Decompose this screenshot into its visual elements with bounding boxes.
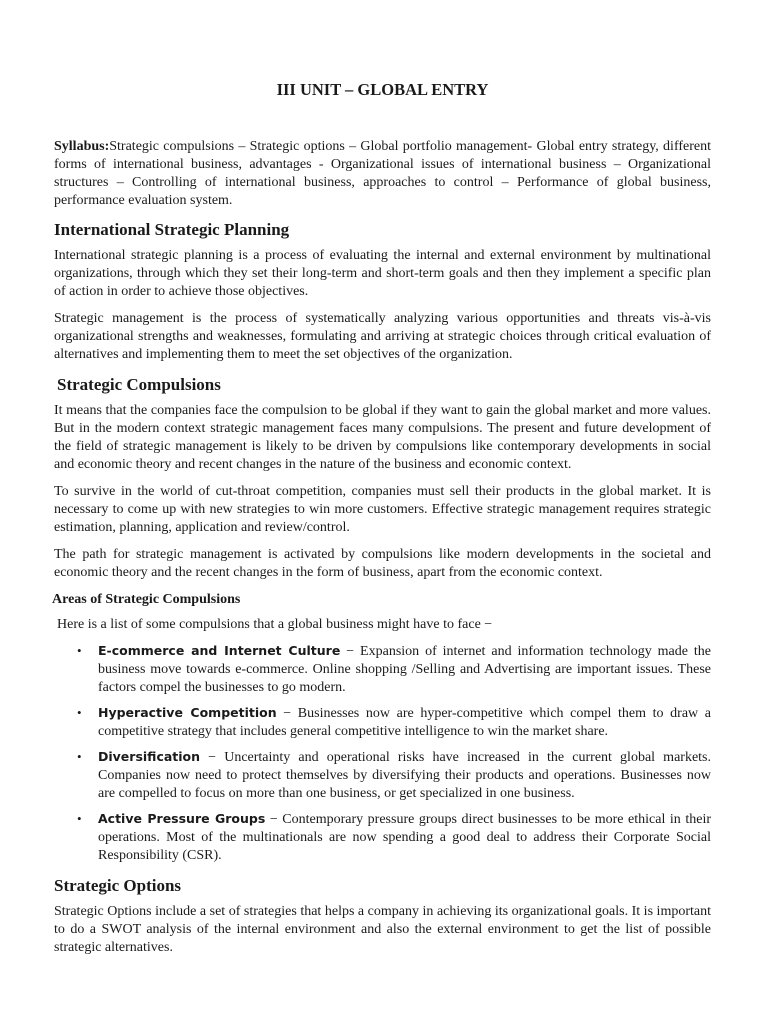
syllabus-label: Syllabus: xyxy=(54,139,110,154)
bullet-icon: • xyxy=(77,749,82,764)
compulsions-list xyxy=(54,642,711,865)
section-heading-international-strategic-planning: International Strategic Planning xyxy=(54,220,290,239)
list-item-text: − Expansion of internet and information technology made the business move towards e-commerce. Online shopping /Selling and Advertising are important issues. These factors compel the businesses to go modern. xyxy=(98,644,711,695)
list-item-text: − Uncertainty and operational risks have increased in the current global markets. Companies now need to protect themselves by diversifying their products and operations. Businesses now are compelled to focus on more than one business, or get specialized in one business. xyxy=(98,750,711,801)
list-item xyxy=(54,748,711,803)
paragraph: Strategic management is the process of systematically analyzing various opportunities and threats vis-à-vis organizational strengths and weaknesses, formulating and arriving at strategic choices through critical evaluation of alternatives and implementing them to meet the set objectives of the organization. xyxy=(54,311,711,362)
list-item-term: Hyperactive Competition xyxy=(98,705,277,720)
list-intro: Here is a list of some compulsions that a global business might have to face − xyxy=(57,617,493,632)
list-item-term: Active Pressure Groups xyxy=(98,811,266,826)
paragraph: To survive in the world of cut-throat competition, companies must sell their products in the global market. It is necessary to come up with new strategies to win more customers. Effective strategic management requires strategic estimation, planning, application and review/control. xyxy=(54,484,711,535)
bullet-icon: • xyxy=(77,811,82,826)
paragraph: International strategic planning is a process of evaluating the internal and external environment by multinational organizations, through which they set their long-term and short-term goals and then they implement a specific plan of action in order to achieve those objectives. xyxy=(54,248,711,299)
list-item-term: Diversification xyxy=(98,749,201,764)
syllabus-text: Strategic compulsions – Strategic options – Global portfolio management- Global entry strategy, different forms of international business, advantages - Organizational issues of international business – Organizational structures – Controlling of international business, approaches to control – Performance of global business, performance evaluation system. xyxy=(54,139,711,208)
subheading-areas-of-strategic-compulsions: Areas of Strategic Compulsions xyxy=(52,592,241,607)
paragraph: The path for strategic management is activated by compulsions like modern developments in the societal and economic theory and the recent changes in the form of business, apart from the economic context. xyxy=(54,547,711,580)
list-item-text: − Businesses now are hyper-competitive which compel them to draw a competitive strategy that includes general competitive intelligence to win the market share. xyxy=(98,706,711,739)
paragraph: It means that the companies face the compulsion to be global if they want to gain the global market and more values. But in the modern context strategic management faces many compulsions. The present and future development of the field of strategic management is likely to be driven by compulsions like contemporary developments in social and economic theory and recent changes in the nature of the business and economic context. xyxy=(54,403,711,472)
list-item xyxy=(54,704,711,741)
section-heading-strategic-options: Strategic Options xyxy=(54,876,182,895)
document-page xyxy=(54,78,711,966)
list-item-term: E-commerce and Internet Culture xyxy=(98,643,341,658)
bullet-icon: • xyxy=(77,643,82,658)
bullet-icon: • xyxy=(77,705,82,720)
list-item-text: − Contemporary pressure groups direct businesses to be more ethical in their operations. Most of the multinationals are now spending a good deal to address their Corporate Social Responsibility (CSR). xyxy=(98,812,711,863)
paragraph: Strategic Options include a set of strategies that helps a company in achieving its organizational goals. It is important to do a SWOT analysis of the internal environment and also the external environment to get the list of possible strategic alternatives. xyxy=(54,904,711,955)
syllabus-paragraph xyxy=(54,138,711,210)
page-title: III UNIT – GLOBAL ENTRY xyxy=(276,80,489,99)
section-heading-strategic-compulsions: Strategic Compulsions xyxy=(57,375,221,394)
list-item xyxy=(54,810,711,865)
list-item xyxy=(54,642,711,697)
